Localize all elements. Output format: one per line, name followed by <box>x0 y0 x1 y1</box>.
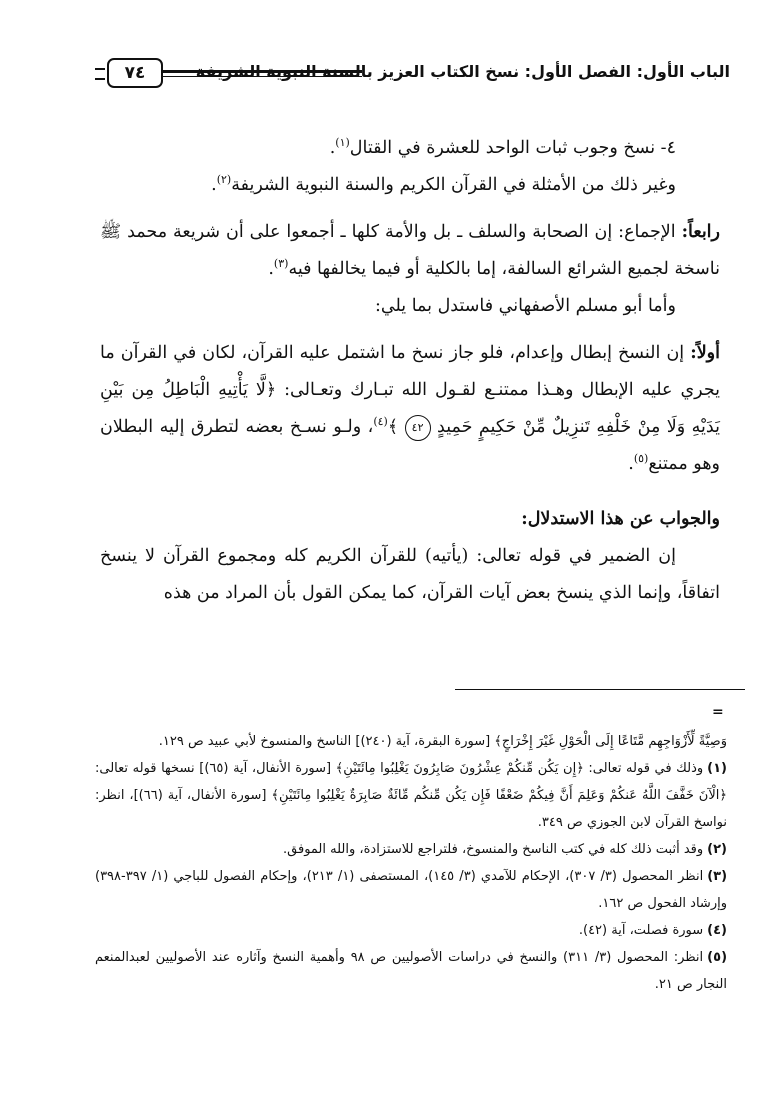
footnote-number: (٢) <box>707 842 727 857</box>
punctuation: . <box>211 175 217 195</box>
punctuation: . <box>628 454 634 474</box>
footnote-ref: (٤) <box>373 415 388 429</box>
paragraph-lead: أولاً: <box>690 343 720 363</box>
paragraph-text: وأما أبو مسلم الأصفهاني فاستدل بما يلي: <box>374 296 676 316</box>
footnote-text: انظر: المحصول (٣/ ٣١١) والنسخ في دراسات الأصوليين ص ٩٨ وأهمية النسخ وآثاره عند الأصوليين لعبدالمنعم النجار ص ٢١. <box>95 950 727 992</box>
paragraph-other-examples <box>100 167 720 204</box>
paragraph-lead: رابعاً: <box>681 222 720 242</box>
paragraph-text: ، ولـو نسـخ بعضه لتطرق إليه البطلان وهو ممتنع <box>100 417 720 474</box>
punctuation: . <box>329 138 336 158</box>
footnote-number: (٥) <box>707 950 728 965</box>
page-number-ornament <box>95 68 105 80</box>
footnote-number: (٣) <box>707 869 728 884</box>
footnote-4 <box>95 917 727 944</box>
running-header <box>95 58 730 92</box>
paragraph-first-argument <box>100 335 720 483</box>
punctuation: . <box>268 259 274 279</box>
quran-bracket: ﴾ <box>387 417 399 437</box>
ayah-number-marker: ٤٢ <box>405 415 431 441</box>
section-heading-response: والجواب عن هذا الاستدلال: <box>521 509 720 529</box>
footnote-2 <box>95 836 727 863</box>
footnote-continuation-mark: = <box>712 704 724 720</box>
footnote-number: (١) <box>707 761 727 776</box>
footnote-5 <box>95 944 727 998</box>
header-title: الباب الأول: الفصل الأول: نسخ الكتاب العزيز بالسنة النبوية الشريفة <box>195 62 730 81</box>
footnote-number: (٤) <box>707 923 727 938</box>
footnote-separator <box>455 689 745 690</box>
paragraph-abu-muslim <box>100 288 720 325</box>
paragraph-response <box>100 538 720 612</box>
footnote-ref: (٢) <box>216 173 232 187</box>
footnote-text: وذلك في قوله تعالى: ﴿إِن يَكُن مِّنكُمْ عِشْرُونَ صَابِرُونَ يَغْلِبُوا مِائَتَيْنِ﴾ [سورة الأنفال، آية (٦٥)] نسخها قوله تعالى: ﴿الْآنَ خَفَّفَ اللَّهُ عَنكُمْ وَعَلِمَ أَنَّ فِيكُمْ ضَعْفًا فَإِن يَكُن مِّنكُم مِّائَةٌ صَابِرَةٌ يَغْلِبُوا مِائَتَيْنِ﴾ [سورة الأنفال، آية (٦٦)]، انظر: نواسخ القرآن لابن الجوزي ص ٣٤٩. <box>95 761 727 830</box>
main-text <box>100 130 720 612</box>
footnote-3 <box>95 863 727 917</box>
footnote-ref: (١) <box>335 136 350 150</box>
footnote-ref: (٥) <box>633 452 649 466</box>
paragraph-text: ٤- نسخ وجوب ثبات الواحد للعشرة في القتال <box>349 138 676 158</box>
page-number: ٧٤ <box>107 58 163 88</box>
paragraph-text: إن الضمير في قوله تعالى: (يأتيه) للقرآن الكريم كله ومجموع القرآن لا ينسخ اتفاقاً، وإنما الذي ينسخ بعض آيات القرآن، كما يمكن القول بأن المراد من هذه <box>100 546 720 603</box>
footnote-text: سورة فصلت، آية (٤٢). <box>578 923 704 938</box>
footnote-1 <box>95 755 727 836</box>
footnote-continuation: وَصِيَّةً لِّأَزْوَاجِهِم مَّتَاعًا إِلَى الْحَوْلِ غَيْرَ إِخْرَاجٍ﴾ [سورة البقرة، آية (٢٤٠)] الناسخ والمنسوخ لأبي عبيد ص ١٢٩. <box>158 734 727 749</box>
paragraph-ijma <box>100 214 720 288</box>
footnote-text: وقد أثبت ذلك كله في كتب الناسخ والمنسوخ، فلتراجع للاستزادة، والله الموفق. <box>283 842 704 857</box>
footnotes <box>95 728 727 998</box>
paragraph-item-4 <box>100 130 720 167</box>
footnote-ref: (٣) <box>273 257 289 271</box>
paragraph-text: وغير ذلك من الأمثلة في القرآن الكريم والسنة النبوية الشريفة <box>231 175 676 195</box>
paragraph-text: الإجماع: إن الصحابة والسلف ـ بل والأمة كلها ـ أجمعوا على أن شريعة محمد ﷺ ناسخة لجميع الشرائع السالفة، إما بالكلية أو فيما يخالفها فيه <box>100 222 720 279</box>
paragraph-text: إن النسخ إبطال وإعدام، فلو جاز نسخ ما اشتمل عليه القرآن، لكان في القرآن ما يجري عليه الإبطال وهـذا ممتنـع لقـول الله تبـارك وتعـالى: ﴿لَّا يَأْتِيهِ الْبَاطِلُ مِن بَيْنِ يَدَيْهِ وَلَا مِنْ خَلْفِهِ تَنزِيلٌ مِّنْ حَكِيمٍ حَمِيدٍ <box>100 343 720 437</box>
footnote-text: انظر المحصول (٣/ ٣٠٧)، الإحكام للآمدي (٣/ ١٤٥)، المستصفى (١/ ٢١٣)، وإحكام الفصول للباجي (١/ ٣٩٧-٣٩٨) وإرشاد الفحول ص ١٦٢. <box>95 869 727 911</box>
